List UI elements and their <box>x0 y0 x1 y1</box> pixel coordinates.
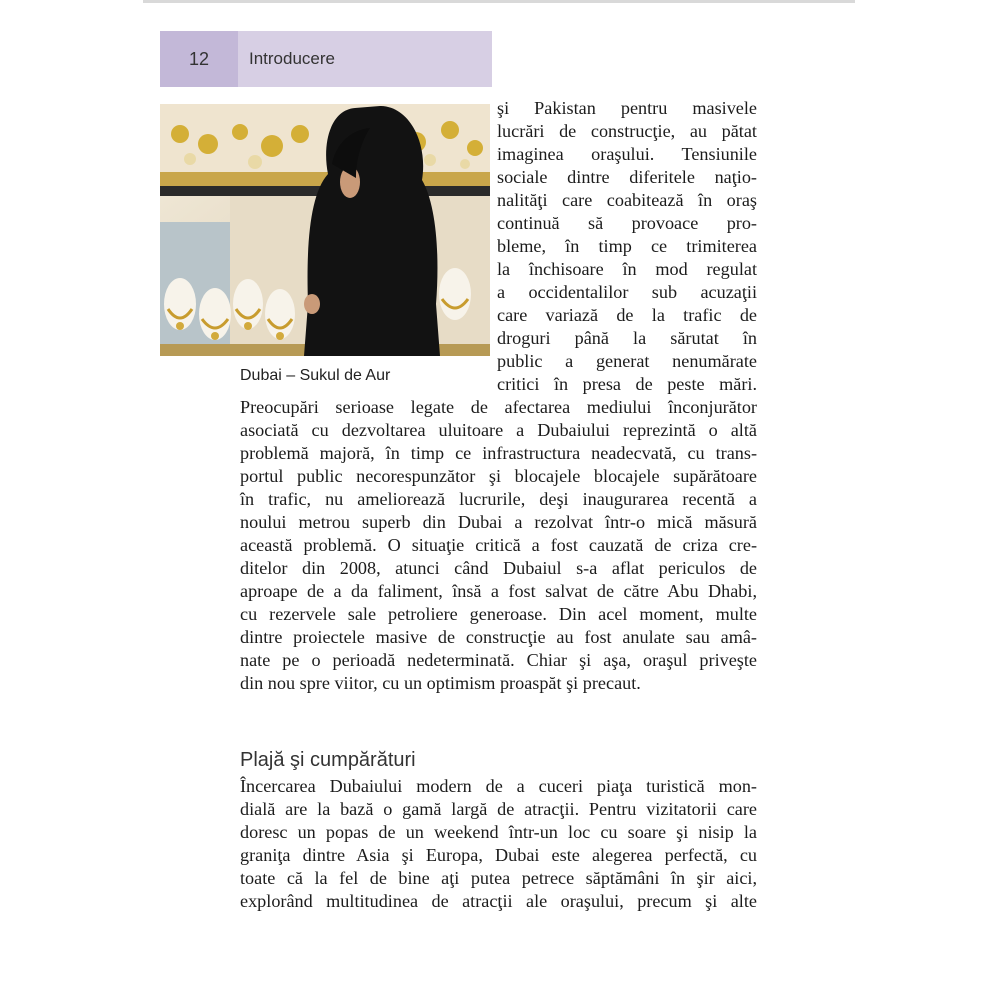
section-title: Introducere <box>249 49 335 68</box>
text-line: critici în presa de peste mări. <box>497 374 757 394</box>
text-line: în trafic, nu ameliorează lucrurile, deşi inaugurarea recentă a <box>240 489 757 509</box>
text-line: nate pe o perioadă nedeterminată. Chiar şi aşa, oraşul priveşte <box>240 650 757 670</box>
top-rule <box>143 0 855 3</box>
text-line: public a generat nenumărate <box>497 351 757 371</box>
text-line: problemă majoră, în timp ce infrastructura neadecvată, cu trans- <box>240 443 757 463</box>
text-line: asociată cu dezvoltarea uluitoare a Dubaiului reprezintă o altă <box>240 420 757 440</box>
text-line: această problemă. O situaţie critică a fost cauzată de criza cre- <box>240 535 757 555</box>
text-line: la închisoare în mod regulat <box>497 259 757 279</box>
text-line: toate că la fel de bine aţi putea petrece săptămâni în şir aici, <box>240 868 757 888</box>
text-line: bleme, în timp ce trimiterea <box>497 236 757 256</box>
text-line: a occidentalilor sub acuzaţii <box>497 282 757 302</box>
text-line: imaginea oraşului. Tensiunile <box>497 144 757 164</box>
text-line: cu rezervele sale petroliere generoase. Din acel moment, multe <box>240 604 757 624</box>
text-line: care variază de la trafic de <box>497 305 757 325</box>
text-line: dială are la bază o gamă largă de atracţii. Pentru vizitatorii care <box>240 799 757 819</box>
section-heading: Plajă şi cumpărături <box>240 749 416 771</box>
gold-souk-photo <box>160 104 490 356</box>
text-line: continuă să provoace pro- <box>497 213 757 233</box>
text-line: droguri până la sărutat în <box>497 328 757 348</box>
text-line: lucrări de construcţie, au pătat <box>497 121 757 141</box>
text-line: ditelor din 2008, atunci când Dubaiul s-a aflat periculos de <box>240 558 757 578</box>
text-line: aproape de a da faliment, însă a fost salvat de către Abu Dhabi, <box>240 581 757 601</box>
text-line: nalităţi care coabitează în oraş <box>497 190 757 210</box>
photo-caption: Dubai – Sukul de Aur <box>240 367 391 384</box>
text-line: Preocupări serioase legate de afectarea mediului înconjurător <box>240 397 757 417</box>
text-line: din nou spre viitor, cu un optimism proaspăt şi precaut. <box>240 673 641 693</box>
text-line: portul public necorespunzător şi blocajele blocajele supărătoare <box>240 466 757 486</box>
text-line: noului metrou superb din Dubai a rezolvat într-o mică măsură <box>240 512 757 532</box>
page-number: 12 <box>160 31 238 87</box>
text-line: sociale dintre diferitele naţio- <box>497 167 757 187</box>
text-line: Încercarea Dubaiului modern de a cuceri piaţa turistică mon- <box>240 776 757 796</box>
page-header <box>160 31 492 87</box>
text-line: doresc un popas de un weekend într-un loc cu soare şi nisip la <box>240 822 757 842</box>
text-line: explorând multitudinea de atracţii ale oraşului, precum şi alte <box>240 891 757 911</box>
text-line: graniţa dintre Asia şi Europa, Dubai este alegerea perfectă, cu <box>240 845 757 865</box>
text-line: şi Pakistan pentru masivele <box>497 98 757 118</box>
text-line: dintre proiectele masive de construcţie au fost anulate sau amâ- <box>240 627 757 647</box>
